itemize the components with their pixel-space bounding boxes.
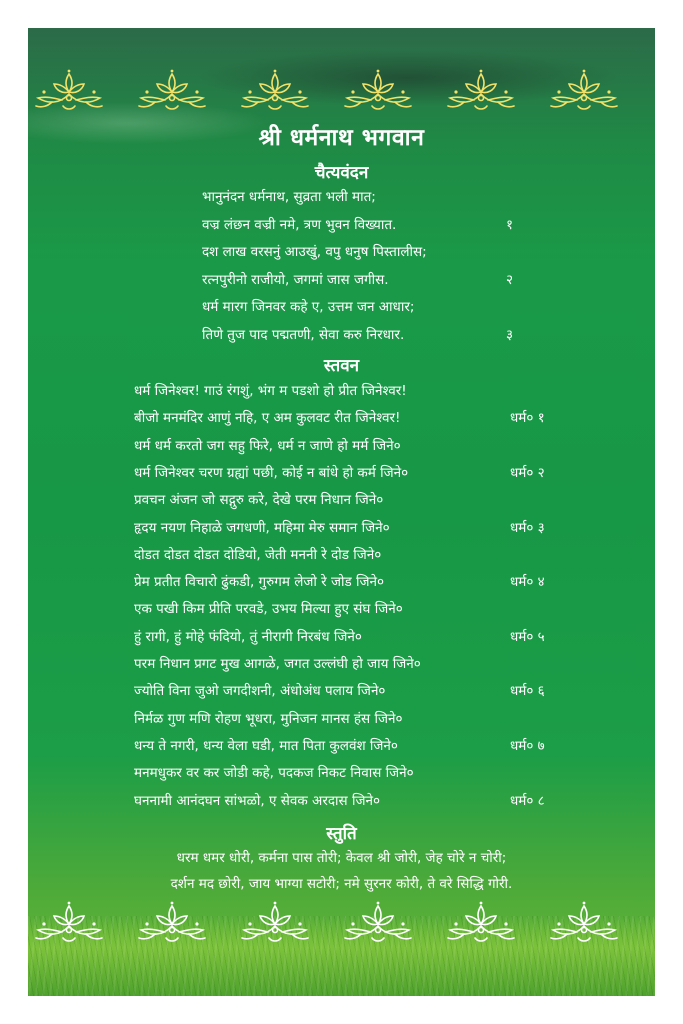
stavan-line: निर्मळ गुण मणि रोहण भूधरा, मुनिजन मानस हंस जिने० [134,710,403,727]
page-title: श्री धर्मनाथ भगवान [258,125,425,151]
verse-number: धर्म० २ [510,464,545,481]
page-panel [28,28,655,996]
stavan-line: दोडत दोडत दोडत दोडियो, जेती मननी रे दोड जिने० [134,546,382,563]
stavan-line: मनमधुकर वर कर जोडी कहे, पदकज निकट निवास जिने० [134,765,414,782]
chaityavandan-line: भानुनंदन धर्मनाथ, सुव्रता भली मात; [202,189,376,205]
stavan-line: घननामी आनंदघन सांभळो, ए सेवक अरदास जिने० [134,792,380,809]
chaityavandan-line: दश लाख वरसनुं आउखुं, वपु धनुष पिस्तालीस; [202,244,427,260]
stavan-line: एक पखी किम प्रीति परवडे, उभय मिल्या हुए संघ जिने० [134,601,403,618]
stavan-line: धन्य ते नगरी, धन्य वेला घडी, मात पिता कुलवंश जिने० [134,737,398,754]
bottom-ornament-row [28,900,655,950]
stavan-line: हृदय नयण निहाळे जगधणी, महिमा मेरु समान जिने० [134,519,390,536]
stavan-line: धर्म जिनेश्वर चरण ग्रह्यां पछी, कोई न बांधे हो कर्म जिने० [134,464,409,481]
verse-number: धर्म० ५ [510,628,545,645]
verse-number: धर्म० ८ [510,792,545,809]
stuti-heading: स्तुति [326,824,357,844]
verse-number: धर्म० ७ [510,737,545,754]
verse-number: धर्म० ३ [510,519,545,536]
stavan-line: धर्म जिनेश्वर! गाउं रंगशुं, भंग म पडशो हो प्रीत जिनेश्वर! [134,383,407,399]
stuti-line: धरम धमर धोरी, कर्मना पास तोरी; केवल श्री जोरी, जेह चोरे न चोरी; [176,850,507,866]
stavan-line: प्रेम प्रतीत विचारो ढुंकडी, गुरुगम लेजो रे जोड जिने० [134,574,385,591]
verse-number: धर्म० ६ [510,683,545,700]
chaityavandan-line: तिणे तुज पाद पद्मतणी, सेवा करु निरधार. [202,326,405,343]
verse-number: १ [506,216,514,233]
stavan-line: धर्म धर्म करतो जग सहु फिरे, धर्म न जाणे हो मर्म जिने० [134,437,401,454]
chaityavandan-heading: चैत्यवंदन [314,163,369,183]
chaityavandan-line: वज्र लंछन वज्री नमे, त्रण भुवन विख्यात. [202,216,397,233]
stavan-line: परम निधान प्रगट मुख आगळे, जगत उल्लंघी हो जाय जिने० [134,656,421,672]
stuti-line: दर्शन मद छोरी, जाय भाग्या सटोरी; नमे सुरनर कोरी, ते वरे सिद्धि गोरी. [170,876,513,892]
stavan-line: बीजो मनमंदिर आणुं नहि, ए अम कुलवट रीत जिनेश्वर! [134,410,401,427]
verse-number: धर्म० १ [510,410,545,427]
top-ornament-row [28,68,655,118]
verse-number: ३ [506,326,514,343]
chaityavandan-line: रत्नपुरीनो राजीयो, जगमां जास जगीस. [202,271,389,288]
verse-number: २ [506,271,514,288]
verse-number: धर्म० ४ [510,574,545,591]
chaityavandan-line: धर्म मारग जिनवर कहे ए, उत्तम जन आधार; [202,299,415,315]
stavan-line: ज्योति विना जुओ जगदीशनी, अंधोअंध पलाय जिने० [134,683,386,700]
stavan-line: प्रवचन अंजन जो सद्गुरु करे, देखे परम निधान जिने० [134,492,384,509]
stavan-heading: स्तवन [323,356,360,376]
stavan-line: हुं रागी, हुं मोहे फंदियो, तुं नीरागी निरबंध जिने० [134,628,362,645]
